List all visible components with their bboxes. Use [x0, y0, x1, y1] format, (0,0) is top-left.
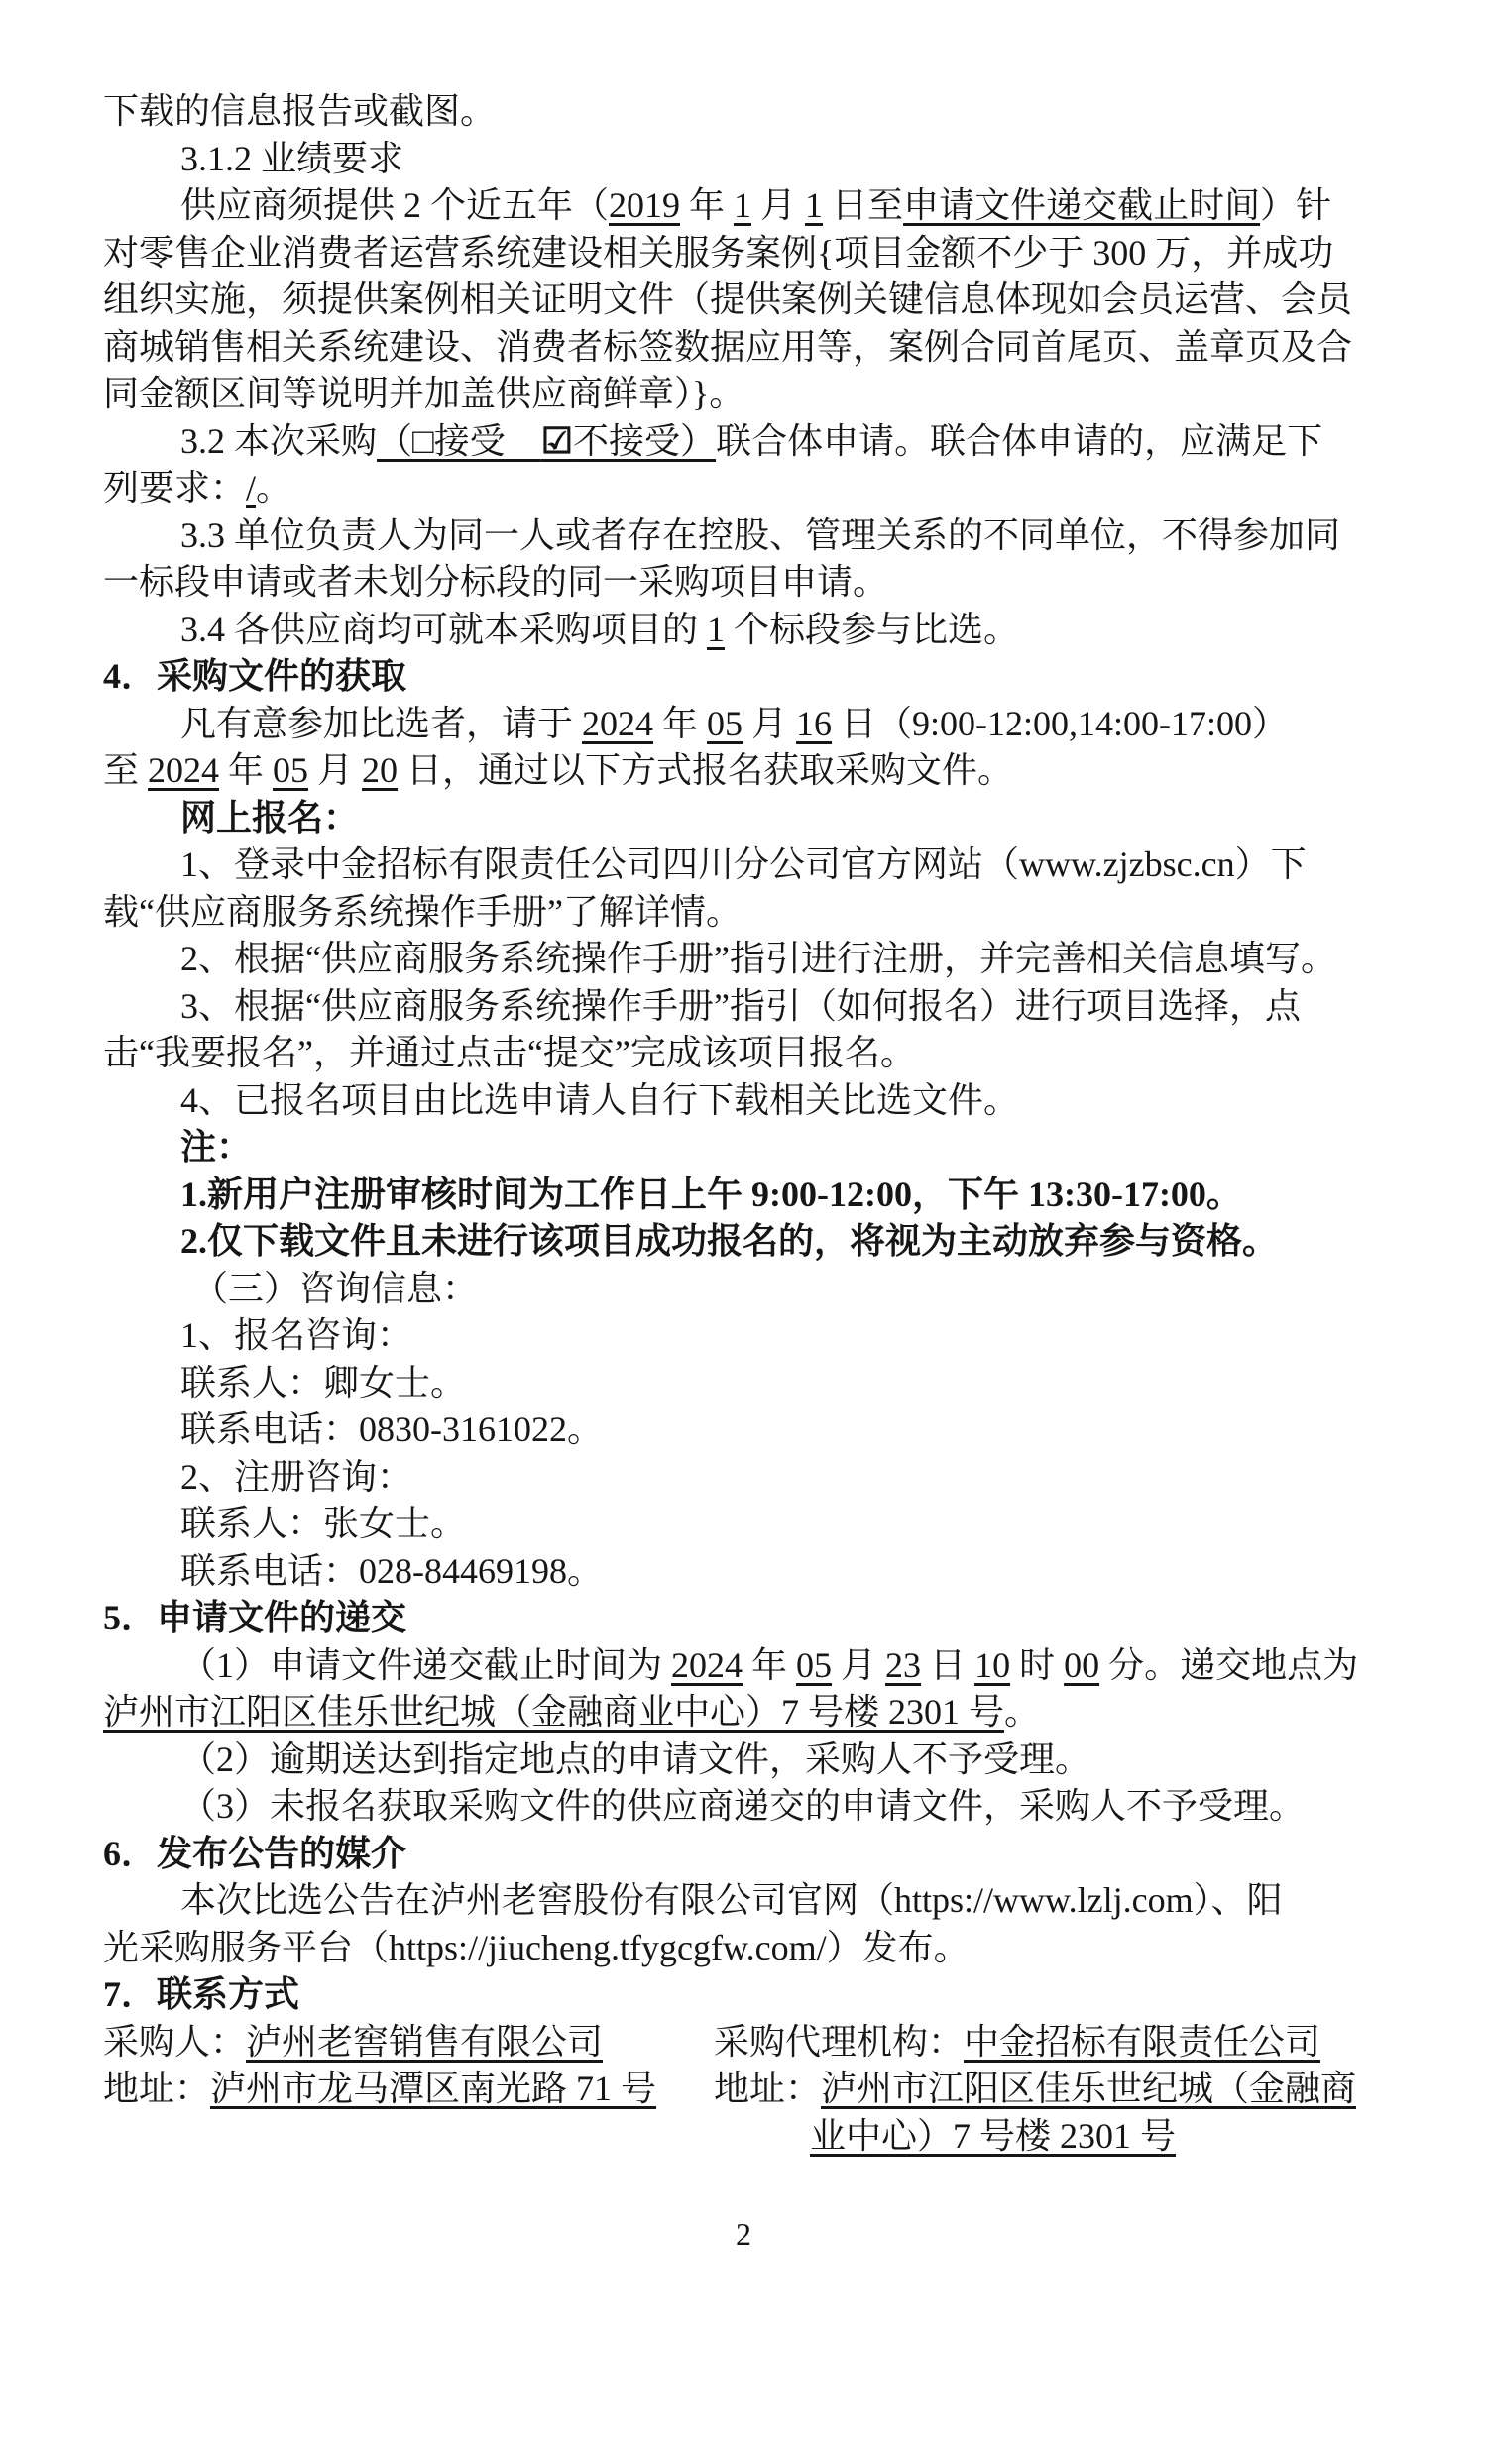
text-segment: 月 [751, 185, 806, 225]
text-segment: 年 [653, 703, 708, 743]
text-line [103, 1454, 1384, 1502]
text-segment: 年 [743, 1644, 797, 1685]
text-segment: 4．采购文件的获取 [103, 656, 407, 696]
text-line [103, 1406, 1384, 1454]
buyer-contact-column [103, 2019, 714, 2161]
text-line [103, 324, 1384, 372]
text-segment: 月 [832, 1644, 886, 1685]
text-segment: 商城销售相关系统建设、消费者标签数据应用等，案例合同首尾页、盖章页及合 [103, 326, 1353, 367]
underlined-text: 申请文件递交截止时间 [903, 185, 1261, 225]
text-line [103, 230, 1384, 278]
text-line [103, 88, 1384, 136]
text-segment: 联系电话：028-84469198。 [180, 1550, 603, 1591]
text-segment: 月 [743, 703, 797, 743]
text-segment: 列要求： [103, 468, 247, 507]
underlined-text: / [246, 468, 257, 507]
text-segment: 2.仅下载文件且未进行该项目成功报名的，将视为主动放弃参与资格。 [180, 1221, 1279, 1261]
text-line [103, 136, 1384, 183]
heading-line [103, 1971, 1384, 2019]
text-line [103, 841, 1384, 889]
text-segment: 3.4 各供应商均可就本采购项目的 [180, 609, 708, 649]
text-line [103, 1689, 1384, 1736]
underlined-text: 泸州市江阳区佳乐世纪城（金融商业中心）7 号楼 2301 号 [103, 1692, 1005, 1732]
text-segment: 3.3 单位负责人为同一人或者存在控股、管理关系的不同单位，不得参加同 [180, 514, 1341, 555]
underlined-text: 2024 [582, 703, 654, 743]
text-segment: 载“供应商服务系统操作手册”了解详情。 [103, 891, 742, 932]
text-segment: 凡有意参加比选者，请于 [180, 703, 583, 743]
agent-label: 采购代理机构： [714, 2021, 965, 2062]
text-segment: 联系人：卿女士。 [180, 1362, 467, 1402]
text-line [103, 1642, 1384, 1690]
underlined-text: （□接受 [377, 420, 541, 461]
text-segment: 日至 [823, 185, 904, 225]
text-line [103, 1736, 1384, 1784]
text-segment: 日，通过以下方式报名获取采购文件。 [398, 750, 1014, 790]
text-segment: 年 [680, 185, 735, 225]
text-segment: 联合体申请。联合体申请的，应满足下 [716, 420, 1323, 461]
text-segment: 击“我要报名”，并通过点击“提交”完成该项目报名。 [103, 1033, 916, 1072]
text-segment: （1）申请文件递交截止时间为 [180, 1644, 672, 1685]
underlined-text: 2024 [148, 750, 220, 790]
text-segment: 注： [180, 1127, 253, 1167]
text-segment: 个标段参与比选。 [725, 609, 1020, 649]
text-line [103, 418, 1384, 466]
underlined-text: 1 [707, 609, 726, 649]
document-content [103, 88, 1384, 2019]
underlined-text: 05 [707, 703, 744, 743]
text-line [103, 747, 1384, 795]
agent-address-line1: 泸州市江阳区佳乐世纪城（金融商 [821, 2069, 1357, 2108]
text-segment: 2、根据“供应商服务系统操作手册”指引进行注册，并完善相关信息填写。 [180, 939, 1336, 978]
text-segment: 同金额区间等说明并加盖供应商鲜章）}。 [103, 374, 745, 413]
text-segment: 供应商须提供 2 个近五年（ [180, 185, 610, 225]
text-line [103, 607, 1384, 654]
text-segment: 1、登录中金招标有限责任公司四川分公司官方网站（www.zjzbsc.cn）下 [180, 844, 1307, 884]
contact-section [103, 2019, 1384, 2161]
heading-line [103, 653, 1384, 701]
heading-line [103, 1218, 1384, 1266]
buyer-address: 泸州市龙马潭区南光路 71 号 [210, 2069, 657, 2108]
text-line [103, 465, 1384, 512]
heading-line [103, 1595, 1384, 1642]
underlined-text: 23 [885, 1644, 922, 1685]
text-line [103, 1783, 1384, 1831]
underlined-text: 05 [796, 1644, 833, 1685]
text-segment: 。 [256, 468, 292, 507]
underlined-text: 05 [273, 750, 309, 790]
text-segment: 对零售企业消费者运营系统建设相关服务案例{项目金额不少于 300 万，并成功 [103, 232, 1334, 273]
text-segment: 光采购服务平台（https://jiucheng.tfygcgfw.com/）发布。 [103, 1927, 970, 1967]
underlined-text: 00 [1064, 1644, 1100, 1685]
buyer-name: 泸州老窖销售有限公司 [246, 2021, 604, 2062]
text-line [103, 1501, 1384, 1548]
text-segment: 至 [103, 750, 149, 790]
text-line [103, 889, 1384, 937]
text-line [103, 1266, 1384, 1313]
text-segment: 。 [1004, 1692, 1041, 1732]
agent-contact-column [714, 2019, 1384, 2161]
text-segment: 日（9:00-12:00,14:00-17:00） [832, 703, 1289, 743]
agent-address-label: 地址： [714, 2069, 822, 2108]
heading-line [103, 1172, 1384, 1219]
agent-row [714, 2019, 1384, 2067]
agent-address-row-2 [714, 2113, 1384, 2161]
underlined-text: 2019 [609, 185, 681, 225]
text-line [103, 1077, 1384, 1125]
text-segment: 3.2 本次采购 [180, 420, 378, 461]
agent-address-line2: 业中心）7 号楼 2301 号 [810, 2115, 1177, 2156]
text-line [103, 559, 1384, 607]
underlined-text: ☑ [540, 420, 574, 461]
text-segment: （3）未报名获取采购文件的供应商递交的申请文件，采购人不予受理。 [180, 1786, 1306, 1826]
text-segment: 下载的信息报告或截图。 [103, 91, 497, 131]
text-line [103, 983, 1384, 1031]
underlined-text: 10 [974, 1644, 1011, 1685]
buyer-row [103, 2019, 714, 2067]
text-segment: 2、注册咨询： [180, 1456, 413, 1497]
text-segment: 6．发布公告的媒介 [103, 1833, 407, 1873]
text-segment: 3、根据“供应商服务系统操作手册”指引（如何报名）进行项目选择，点 [180, 985, 1301, 1026]
text-line [103, 182, 1384, 230]
underlined-text: 不接受） [573, 420, 717, 461]
buyer-label: 采购人： [103, 2021, 247, 2062]
page-number: 2 [736, 2216, 751, 2252]
text-segment: ）针 [1260, 185, 1332, 225]
text-segment: 3.1.2 业绩要求 [180, 138, 404, 178]
text-line [103, 1877, 1384, 1925]
underlined-text: 2024 [671, 1644, 744, 1685]
underlined-text: 20 [362, 750, 399, 790]
agent-address-row [714, 2066, 1384, 2113]
text-segment: 一标段申请或者未划分标段的同一采购项目申请。 [103, 562, 889, 602]
text-segment: （2）逾期送达到指定地点的申请文件，采购人不予受理。 [180, 1738, 1091, 1779]
buyer-address-label: 地址： [103, 2069, 211, 2108]
text-line [103, 371, 1384, 418]
text-segment: （三）咨询信息： [192, 1268, 479, 1308]
underlined-text: 1 [734, 185, 752, 225]
agent-name: 中金招标有限责任公司 [964, 2021, 1321, 2062]
text-line [103, 277, 1384, 324]
text-segment: 4、已报名项目由比选申请人自行下载相关比选文件。 [180, 1079, 1020, 1120]
text-segment: 组织实施，须提供案例相关证明文件（提供案例关键信息体现如会员运营、会员 [103, 280, 1353, 319]
text-segment: 1、报名咨询： [180, 1315, 413, 1355]
text-segment: 分。递交地点为 [1099, 1644, 1359, 1685]
underlined-text: 16 [796, 703, 833, 743]
text-segment: 1.新用户注册审核时间为工作日上午 9:00-12:00，下午 13:30-17:00。 [180, 1174, 1242, 1214]
text-segment: 5．申请文件的递交 [103, 1598, 407, 1637]
buyer-address-row [103, 2066, 714, 2113]
text-segment: 日 [921, 1644, 975, 1685]
text-line [103, 1312, 1384, 1360]
text-segment: 月 [308, 750, 363, 790]
text-segment: 联系电话：0830-3161022。 [180, 1409, 603, 1449]
text-line [103, 1030, 1384, 1077]
underlined-text: 1 [805, 185, 824, 225]
heading-line [103, 795, 1384, 842]
text-line [103, 1925, 1384, 1972]
text-segment: 本次比选公告在泸州老窖股份有限公司官网（https://www.lzlj.com）、阳 [180, 1880, 1283, 1920]
text-segment: 年 [219, 750, 274, 790]
text-line [103, 512, 1384, 560]
text-segment: 联系人：张女士。 [180, 1504, 467, 1543]
heading-line [103, 1124, 1384, 1172]
text-line [103, 1548, 1384, 1596]
text-line [103, 1360, 1384, 1407]
heading-line [103, 1831, 1384, 1878]
text-segment: 时 [1010, 1644, 1065, 1685]
text-segment: 网上报名： [180, 797, 360, 838]
text-segment: 7．联系方式 [103, 1974, 300, 2014]
text-line [103, 936, 1384, 983]
text-line [103, 701, 1384, 748]
